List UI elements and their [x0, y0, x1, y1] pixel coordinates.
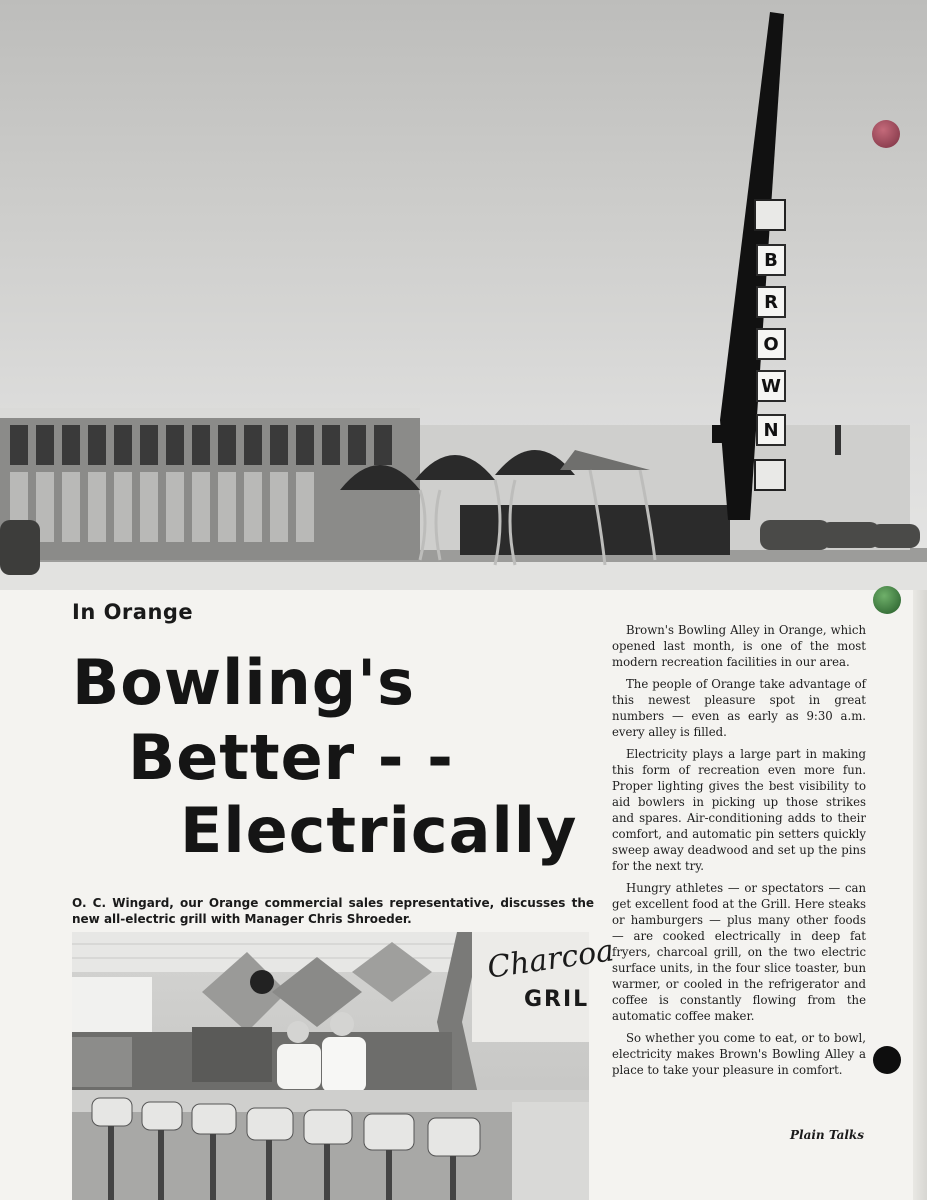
- headline-line-3: Electrically: [180, 794, 578, 867]
- sign-letter: W: [756, 370, 786, 402]
- headline-line-2: Better - -: [128, 721, 454, 794]
- grill-sign-script: Charcoa: [485, 933, 617, 986]
- binder-hole: [873, 586, 901, 614]
- grill-interior-photo: [72, 932, 617, 1200]
- paragraph: The people of Orange take advantage of this newest pleasure spot in great numbers — even as early as 9:30 a.m. every alley is filled.: [612, 677, 866, 739]
- sign-letter: N: [756, 414, 786, 446]
- paragraph: Hungry athletes — or spectators — can get excellent food at the Grill. Here steaks or hamburgers — plus many other foods — are cooked electrically in deep fat fryers, charcoal grill, on the two electric surface units, in the four slice toaster, bun warmer, or cooled in the refrigerator and coffee is constantly flowing from the automatic coffee maker.: [612, 881, 866, 1023]
- publication-credit: Plain Talks: [790, 1128, 865, 1142]
- binder-hole: [872, 120, 900, 148]
- sign-letter: B: [756, 244, 786, 276]
- sign-letter: O: [756, 328, 786, 360]
- paragraph: Brown's Bowling Alley in Orange, which opened last month, is one of the most modern recreation facilities in our area.: [612, 623, 866, 669]
- sign-letter: R: [756, 286, 786, 318]
- grill-sign-word: GRIL: [524, 987, 590, 1012]
- photo-caption: O. C. Wingard, our Orange commercial sales representative, discusses the new all-electric grill with Manager Chris Shroeder.: [72, 896, 594, 926]
- exterior-illustration: [0, 0, 927, 590]
- headline-line-1: Bowling's: [72, 646, 416, 719]
- paragraph: Electricity plays a large part in making this form of recreation even more fun. Proper lighting gives the best visibility to aid bowlers in picking up those strikes and spares. Air-conditioning adds to their comfort, and automatic pin setters quickly sweep away deadwood and set up the pins for the next try.: [612, 747, 866, 873]
- kicker: In Orange: [72, 600, 194, 624]
- paragraph: So whether you come to eat, or to bowl, electricity makes Brown's Bowling Alley a place to take your pleasure in comfort.: [612, 1031, 866, 1077]
- article-body: [612, 622, 866, 1084]
- binder-hole: [873, 1046, 901, 1074]
- bowling-alley-exterior-photo: [0, 0, 927, 590]
